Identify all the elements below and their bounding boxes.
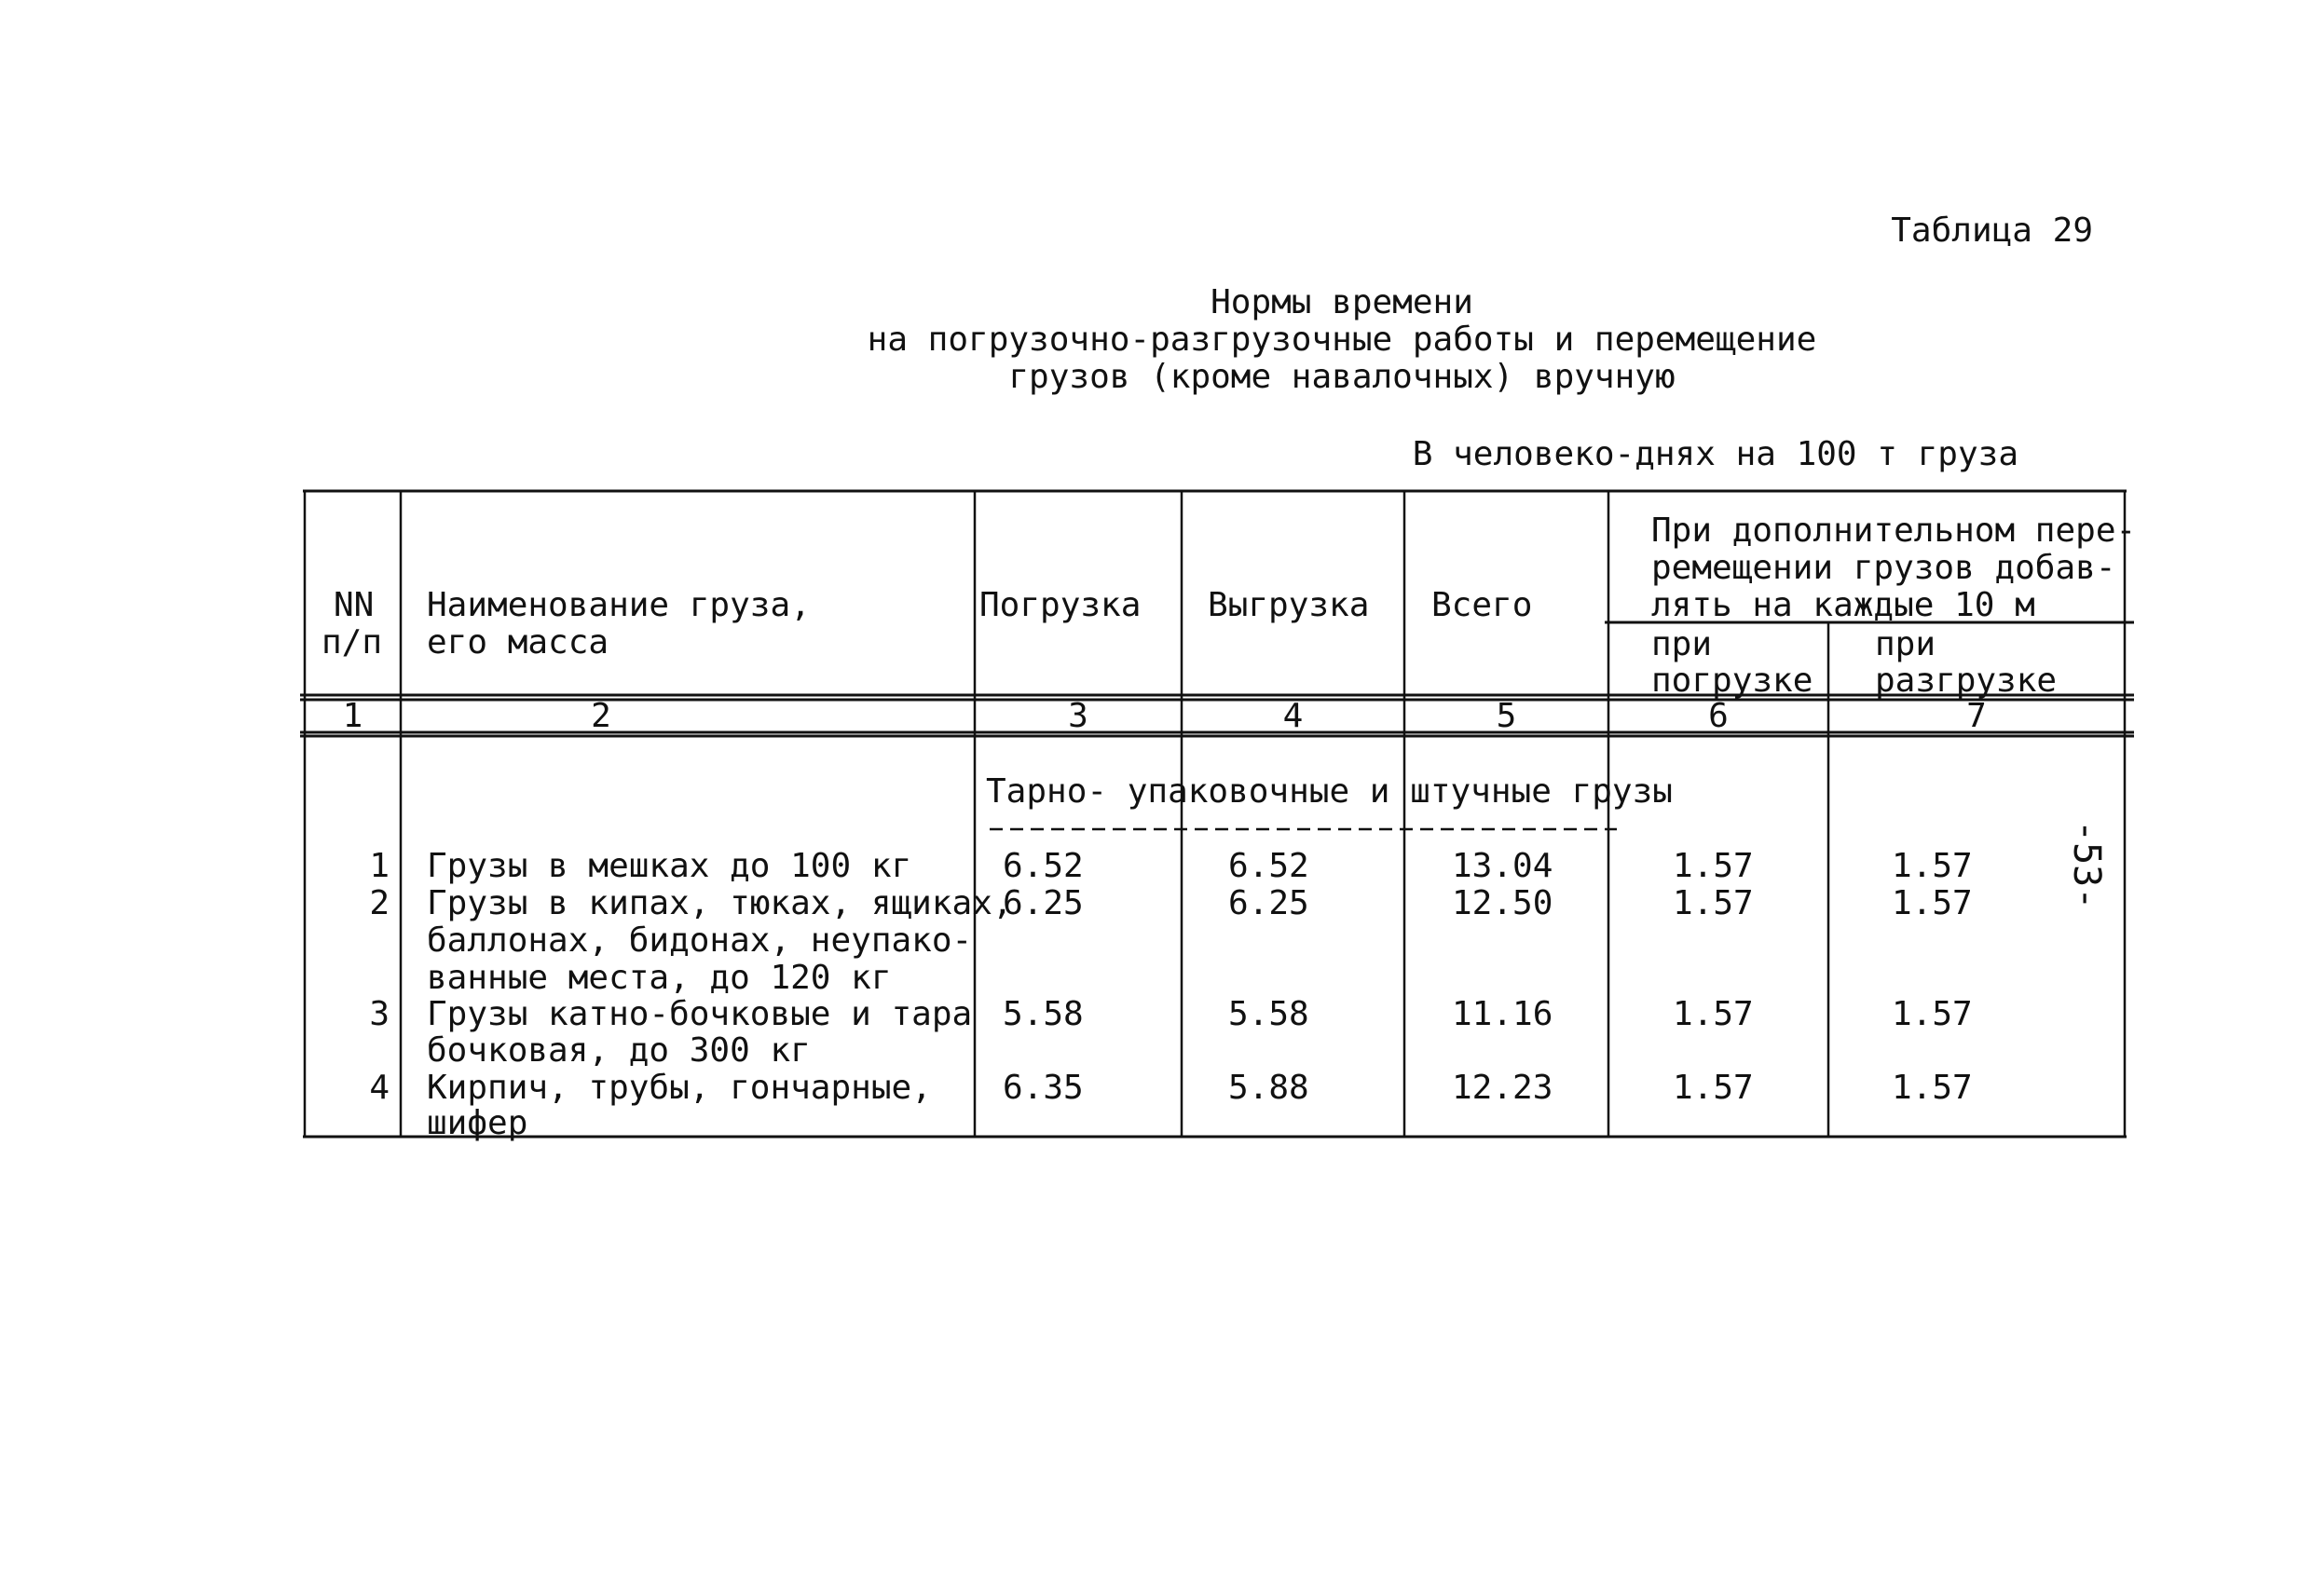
section-title: Тарно- упаковочные и штучные грузы — [986, 772, 1673, 811]
page-number: -53- — [2065, 820, 2108, 910]
row-loading: 6.25 — [1003, 884, 1084, 922]
column-number: 5 — [1496, 697, 1517, 735]
row-total: 12.50 — [1452, 884, 1553, 922]
header-extra-line1: При дополнительном пере- — [1651, 512, 2137, 550]
row-loading: 5.58 — [1003, 995, 1084, 1033]
column-number: 7 — [1966, 697, 1987, 735]
row-name: баллонах, бидонах, неупако- — [427, 921, 973, 960]
row-name: Грузы в мешках до 100 кг — [427, 847, 912, 885]
units-note: В человеко-днях на 100 т груза — [1412, 435, 2018, 473]
table-label: Таблица 29 — [1891, 211, 2093, 250]
header-name-line2: его масса — [427, 623, 609, 662]
header-on-unloading-line2: разгрузке — [1875, 662, 2058, 700]
row-extra-loading: 1.57 — [1673, 995, 1754, 1033]
row-number: 1 — [369, 847, 390, 885]
row-name: шифер — [427, 1104, 528, 1142]
row-extra-loading: 1.57 — [1673, 884, 1754, 922]
header-on-loading-line1: при — [1651, 625, 1713, 663]
row-total: 12.23 — [1452, 1069, 1553, 1107]
header-name-line1: Наименование груза, — [427, 586, 811, 624]
header-total: Всего — [1431, 586, 1533, 624]
header-loading: Погрузка — [979, 586, 1142, 624]
row-extra-unloading: 1.57 — [1892, 1069, 1973, 1107]
header-on-unloading-line1: при — [1875, 625, 1936, 663]
row-name: бочковая, до 300 кг — [427, 1031, 811, 1070]
column-number: 1 — [342, 697, 363, 735]
row-extra-unloading: 1.57 — [1892, 995, 1973, 1033]
row-name: Грузы в кипах, тюках, ящиках, — [427, 884, 1013, 922]
header-extra-line2: ремещении грузов добав- — [1651, 549, 2116, 587]
header-num-line2: п/п — [321, 623, 383, 662]
row-loading: 6.52 — [1003, 847, 1084, 885]
column-number: 3 — [1068, 697, 1088, 735]
row-number: 3 — [369, 995, 390, 1033]
header-unloading: Выгрузка — [1208, 586, 1370, 624]
row-loading: 6.35 — [1003, 1069, 1084, 1107]
row-unloading: 5.58 — [1228, 995, 1309, 1033]
row-extra-loading: 1.57 — [1673, 847, 1754, 885]
row-unloading: 5.88 — [1228, 1069, 1309, 1107]
row-number: 4 — [369, 1069, 390, 1107]
title-line-2: на погрузочно-разгрузочные работы и перемещение — [867, 321, 1817, 359]
row-unloading: 6.52 — [1228, 847, 1309, 885]
column-number: 4 — [1282, 697, 1304, 735]
row-name: Кирпич, трубы, гончарные, — [427, 1069, 932, 1107]
title-line-1: Нормы времени — [1211, 283, 1473, 321]
row-name: ванные места, до 120 кг — [427, 959, 892, 997]
header-on-loading-line2: погрузке — [1651, 662, 1813, 700]
row-extra-unloading: 1.57 — [1892, 847, 1973, 885]
row-name: Грузы катно-бочковые и тара — [427, 995, 973, 1033]
header-num-line1: NN — [334, 586, 375, 624]
row-number: 2 — [369, 884, 390, 922]
row-unloading: 6.25 — [1228, 884, 1309, 922]
row-extra-unloading: 1.57 — [1892, 884, 1973, 922]
column-number: 6 — [1708, 697, 1729, 735]
row-total: 13.04 — [1452, 847, 1553, 885]
title-line-3: грузов (кроме навалочных) вручную — [1008, 358, 1676, 396]
row-total: 11.16 — [1452, 995, 1553, 1033]
row-extra-loading: 1.57 — [1673, 1069, 1754, 1107]
header-extra-line3: лять на каждые 10 м — [1651, 586, 2035, 624]
column-number: 2 — [591, 697, 611, 735]
